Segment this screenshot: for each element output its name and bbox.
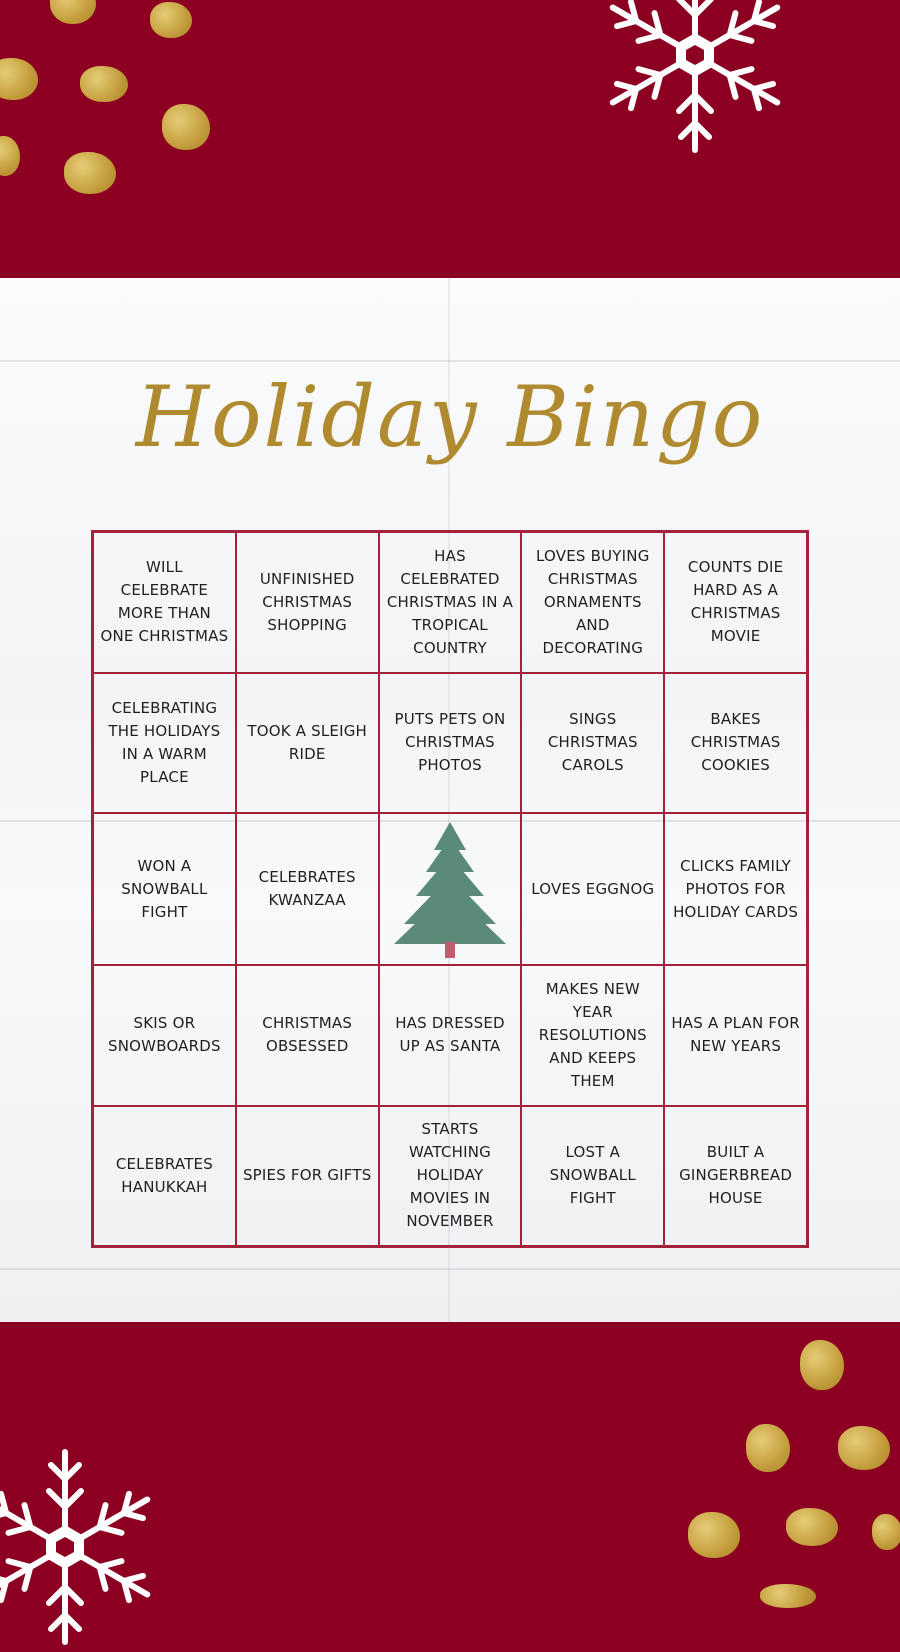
bingo-cell[interactable] — [236, 673, 379, 814]
bingo-cell[interactable] — [664, 673, 807, 814]
bingo-cell[interactable] — [236, 965, 379, 1106]
gold-flake-icon — [688, 1512, 740, 1558]
bingo-cell[interactable] — [664, 532, 807, 673]
paper-fold — [0, 360, 900, 362]
bingo-cell-label: TOOK A SLEIGH RIDE — [247, 721, 368, 763]
bingo-cell[interactable] — [379, 532, 522, 673]
bingo-cell[interactable] — [664, 1106, 807, 1247]
bingo-cell[interactable] — [93, 813, 236, 965]
gold-flake-icon — [0, 136, 20, 176]
bingo-cell-label: CELEBRATING THE HOLIDAYS IN A WARM PLACE — [108, 698, 221, 786]
bingo-cell-label: HAS CELEBRATED CHRISTMAS IN A TROPICAL COUNTRY — [386, 546, 514, 657]
bingo-cell-label: HAS DRESSED UP AS SANTA — [395, 1014, 505, 1056]
bingo-cell[interactable] — [93, 1106, 236, 1247]
bingo-cell-label: WON A SNOWBALL FIGHT — [121, 856, 208, 921]
bingo-cell-label: HAS A PLAN FOR NEW YEARS — [671, 1014, 800, 1056]
bingo-cell[interactable] — [93, 673, 236, 814]
bingo-cell-label: SINGS CHRISTMAS CAROLS — [547, 710, 638, 775]
bingo-cell-label: CLICKS FAMILY PHOTOS FOR HOLIDAY CARDS — [673, 856, 799, 921]
bingo-cell[interactable] — [93, 532, 236, 673]
gold-flake-icon — [50, 0, 96, 24]
bingo-cell[interactable] — [521, 965, 664, 1106]
bingo-cell-label: LOST A SNOWBALL FIGHT — [549, 1143, 636, 1208]
bingo-cell-label: BUILT A GINGERBREAD HOUSE — [679, 1143, 793, 1208]
bingo-cell-label: SPIES FOR GIFTS — [242, 1166, 372, 1185]
bingo-cell[interactable] — [236, 813, 379, 965]
bingo-grid — [91, 530, 809, 1248]
bingo-cell-label: BAKES CHRISTMAS COOKIES — [690, 710, 781, 775]
bingo-cell[interactable] — [379, 965, 522, 1106]
gold-flake-icon — [150, 2, 192, 38]
snowflake-icon — [0, 1442, 180, 1652]
bingo-cell-label: UNFINISHED CHRISTMAS SHOPPING — [259, 569, 355, 634]
bingo-cell[interactable] — [521, 532, 664, 673]
bingo-cell-label: CELEBRATES HANUKKAH — [115, 1154, 213, 1196]
gold-flake-icon — [760, 1584, 816, 1608]
gold-flake-icon — [746, 1424, 790, 1472]
bingo-cell-label: SKIS OR SNOWBOARDS — [108, 1014, 221, 1056]
bingo-cell[interactable] — [521, 673, 664, 814]
christmas-tree-icon — [394, 820, 506, 958]
bingo-cell[interactable] — [379, 1106, 522, 1247]
bingo-cell[interactable] — [664, 965, 807, 1106]
gold-flake-icon — [838, 1426, 890, 1470]
bingo-cell-label: STARTS WATCHING HOLIDAY MOVIES IN NOVEMBER — [406, 1120, 494, 1231]
bingo-cell-label: PUTS PETS ON CHRISTMAS PHOTOS — [394, 710, 506, 775]
paper-fold — [0, 1268, 900, 1270]
bingo-paper — [0, 278, 900, 1322]
bingo-cell-label: CELEBRATES KWANZAA — [258, 868, 356, 909]
bingo-cell[interactable] — [236, 1106, 379, 1247]
bottom-band — [0, 1322, 900, 1600]
bingo-cell-label: LOVES BUYING CHRISTMAS ORNAMENTS AND DECORATING — [536, 546, 650, 657]
bingo-cell[interactable] — [236, 532, 379, 673]
gold-flake-icon — [786, 1508, 838, 1546]
bingo-cell[interactable] — [664, 813, 807, 965]
bingo-cell-label: MAKES NEW YEAR RESOLUTIONS AND KEEPS THEM — [538, 979, 647, 1090]
gold-flake-icon — [872, 1514, 900, 1550]
gold-flake-icon — [800, 1340, 844, 1390]
bingo-cell-label: CHRISTMAS OBSESSED — [262, 1014, 353, 1056]
bingo-cell-label: WILL CELEBRATE MORE THAN ONE CHRISTMAS — [100, 558, 229, 646]
gold-flake-icon — [0, 58, 38, 100]
snowflake-icon — [580, 0, 810, 160]
bingo-cell[interactable] — [521, 1106, 664, 1247]
gold-flake-icon — [80, 66, 128, 102]
bingo-cell-label: COUNTS DIE HARD AS A CHRISTMAS MOVIE — [687, 558, 784, 646]
bingo-cell-label: LOVES EGGNOG — [531, 879, 655, 898]
bingo-cell[interactable] — [379, 673, 522, 814]
bingo-cell[interactable] — [93, 965, 236, 1106]
bingo-cell[interactable] — [521, 813, 664, 965]
gold-flake-icon — [162, 104, 210, 150]
gold-flake-icon — [64, 152, 116, 194]
bingo-cell-free[interactable] — [379, 813, 522, 965]
top-band — [0, 0, 900, 278]
page-title: Holiday Bingo — [135, 368, 765, 466]
